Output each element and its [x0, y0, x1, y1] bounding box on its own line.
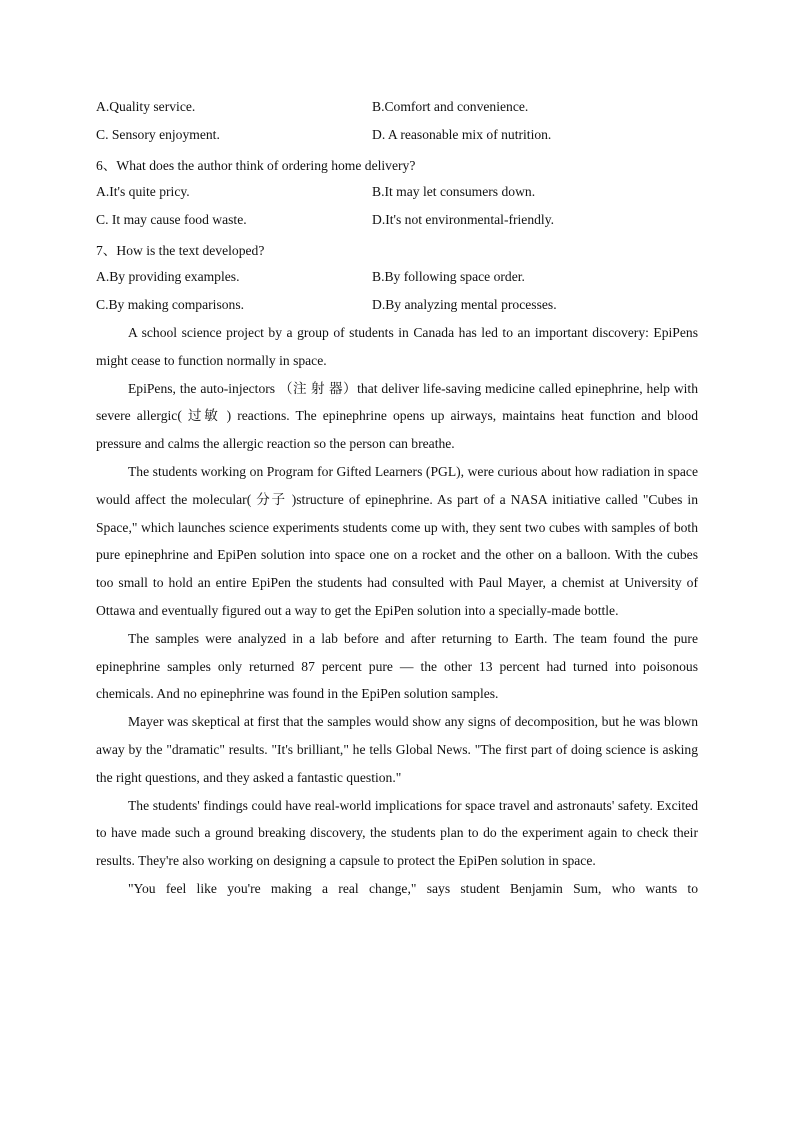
q5-option-c: C. Sensory enjoyment. — [96, 127, 220, 142]
passage-paragraph-3: The students working on Program for Gifted Learners (PGL), were curious about how radiation in space would affect the molecular( 分子 )structure of epinephrine. As part of a NASA initiative called "Cubes in Space," which launches science experiments students come up with, they sent two cubes with samples of both pure epinephrine and EpiPen solution into space one on a rocket and the other on a balloon. With the cubes too small to hold an entire EpiPen the students had consulted with Paul Mayer, a chemist at University of Ottawa and eventually figured out a way to get the EpiPen solution into a specially-made bottle. — [96, 463, 698, 618]
q7-options-row-2 — [96, 291, 698, 319]
q5-options-row-1 — [96, 93, 698, 121]
q6-option-b: B.It may let consumers down. — [372, 184, 536, 199]
passage-paragraph-5: Mayer was skeptical at first that the samples would show any signs of decomposition, but he was blown away by the "dramatic" results. "It's brilliant," he tells Global News. "The first part of doing science is asking the right questions, and they asked a fantastic question." — [96, 714, 698, 785]
passage-paragraph-1: A school science project by a group of students in Canada has led to an important discovery: EpiPens might cease to function normally in space. — [96, 325, 698, 368]
q6-options-row-2 — [96, 206, 698, 234]
q6-question: 6、What does the author think of ordering home delivery? — [96, 157, 416, 173]
q7-option-d: D.By analyzing mental processes. — [372, 297, 557, 312]
q6-options-row-1 — [96, 178, 698, 206]
q6-option-c: C. It may cause food waste. — [96, 212, 247, 227]
q7-option-b: B.By following space order. — [372, 269, 525, 284]
q5-option-a: A.Quality service. — [96, 99, 196, 114]
q6-option-d: D.It's not environmental-friendly. — [372, 212, 555, 227]
q5-option-b: B.Comfort and convenience. — [372, 99, 529, 114]
passage-paragraph-4: The samples were analyzed in a lab before and after returning to Earth. The team found the pure epinephrine samples only returned 87 percent pure — the other 13 percent had turned into poisonous chemicals. And no epinephrine was found in the EpiPen solution samples. — [96, 630, 698, 702]
q7-option-c: C.By making comparisons. — [96, 297, 245, 312]
q7-option-a: A.By providing examples. — [96, 269, 240, 284]
q5-options-row-2 — [96, 121, 698, 149]
document-page — [96, 93, 698, 903]
q5-option-d: D. A reasonable mix of nutrition. — [372, 127, 552, 142]
q7-options-row-1 — [96, 263, 698, 291]
passage-paragraph-2: EpiPens, the auto-injectors （注 射 器）that deliver life-saving medicine called epinephrine, help with severe allergic( 过敏 ) reactions. The epinephrine opens up airways, maintains heat function and blood pressure and calms the allergic reaction so the person can breathe. — [96, 380, 698, 452]
passage-paragraph-7: "You feel like you're making a real change," says student Benjamin Sum, who wants to — [128, 880, 698, 896]
q7-question: 7、How is the text developed? — [96, 242, 265, 258]
q6-option-a: A.It's quite pricy. — [96, 184, 190, 199]
passage-paragraph-6: The students' findings could have real-world implications for space travel and astronauts' safety. Excited to have made such a ground breaking discovery, the students plan to do the experiment again to check their results. They're also working on designing a capsule to protect the EpiPen solution in space. — [96, 797, 698, 869]
